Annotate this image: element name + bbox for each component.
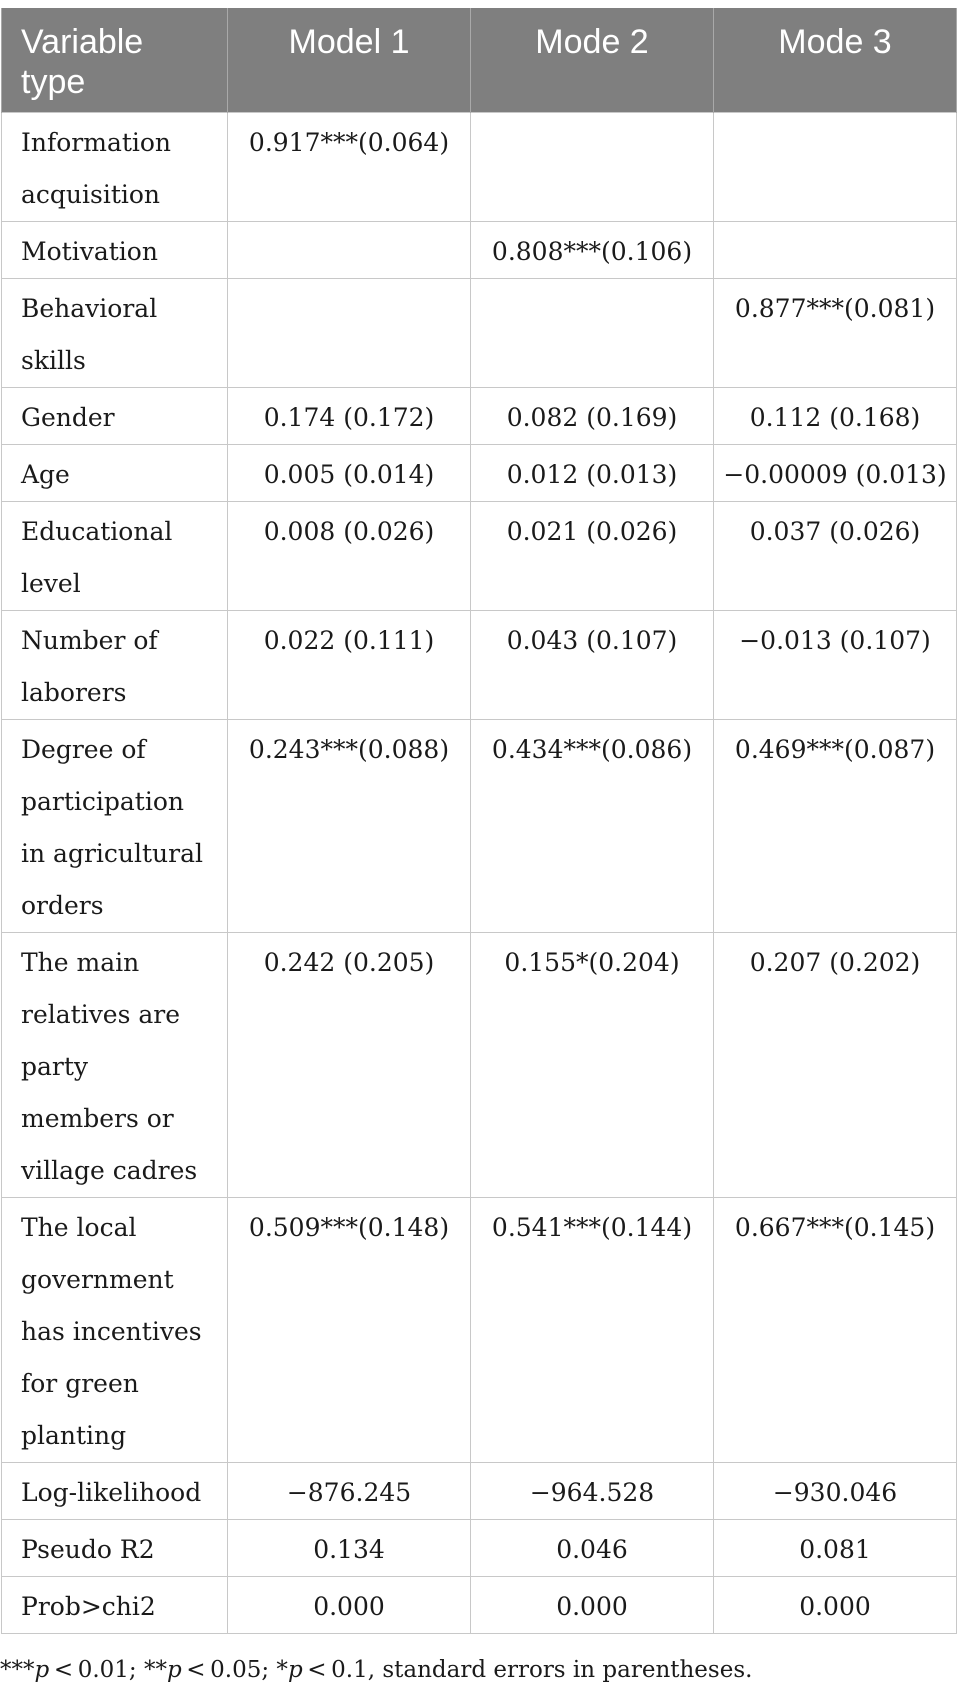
table-row (2, 502, 957, 611)
table-row (2, 1520, 957, 1577)
cell-model-2 (471, 113, 714, 222)
cell-model-1: −876.245 (228, 1463, 471, 1520)
cell-model-3 (714, 113, 957, 222)
row-label: Log-likelihood (2, 1463, 228, 1520)
cell-model-3: 0.081 (714, 1520, 957, 1577)
footnote-p-2: p (166, 1657, 182, 1683)
cell-model-3: 0.207 (0.202) (714, 933, 957, 1198)
row-label: Educational level (2, 502, 228, 611)
cell-model-1: 0.509***(0.148) (228, 1198, 471, 1463)
cell-model-1: 0.917***(0.064) (228, 113, 471, 222)
cell-model-2: −964.528 (471, 1463, 714, 1520)
footnote-text-1: < 0.01; ** (49, 1657, 167, 1683)
cell-model-2: 0.021 (0.026) (471, 502, 714, 611)
row-label: Gender (2, 388, 228, 445)
table-row (2, 1577, 957, 1634)
row-label: The main relatives are party members or village cadres (2, 933, 228, 1198)
table-header (2, 8, 957, 113)
table-row (2, 933, 957, 1198)
cell-model-1: 0.022 (0.111) (228, 611, 471, 720)
cell-model-3 (714, 222, 957, 279)
table-row (2, 388, 957, 445)
cell-model-3: −0.00009 (0.013) (714, 445, 957, 502)
cell-model-2: 0.155*(0.204) (471, 933, 714, 1198)
table-row (2, 113, 957, 222)
header-model-2: Mode 2 (471, 8, 714, 113)
cell-model-2: 0.012 (0.013) (471, 445, 714, 502)
cell-model-3: −930.046 (714, 1463, 957, 1520)
cell-model-1: 0.008 (0.026) (228, 502, 471, 611)
cell-model-2: 0.000 (471, 1577, 714, 1634)
row-label: Age (2, 445, 228, 502)
row-label: The local government has incentives for green planting (2, 1198, 228, 1463)
cell-model-2: 0.808***(0.106) (471, 222, 714, 279)
cell-model-1: 0.000 (228, 1577, 471, 1634)
header-variable-type: Variable type (2, 8, 228, 113)
cell-model-2 (471, 279, 714, 388)
cell-model-2: 0.541***(0.144) (471, 1198, 714, 1463)
table-body (2, 113, 957, 1634)
footnote-text-2: < 0.05; * (181, 1657, 288, 1683)
cell-model-3: 0.469***(0.087) (714, 720, 957, 933)
footnote-text-3: < 0.1, standard errors in parentheses. (302, 1657, 753, 1683)
cell-model-2: 0.043 (0.107) (471, 611, 714, 720)
cell-model-3: 0.037 (0.026) (714, 502, 957, 611)
footnote-p-3: p (287, 1657, 303, 1683)
header-row (2, 8, 957, 113)
footnote-p-1: p (34, 1657, 50, 1683)
cell-model-1: 0.005 (0.014) (228, 445, 471, 502)
row-label: Pseudo R2 (2, 1520, 228, 1577)
cell-model-1: 0.242 (0.205) (228, 933, 471, 1198)
row-label: Number of laborers (2, 611, 228, 720)
cell-model-1: 0.243***(0.088) (228, 720, 471, 933)
table-row (2, 1463, 957, 1520)
row-label: Motivation (2, 222, 228, 279)
table-row (2, 1198, 957, 1463)
table-footnote (0, 1654, 752, 1686)
cell-model-3: 0.000 (714, 1577, 957, 1634)
cell-model-1: 0.134 (228, 1520, 471, 1577)
table-row (2, 720, 957, 933)
cell-model-3: −0.013 (0.107) (714, 611, 957, 720)
cell-model-1: 0.174 (0.172) (228, 388, 471, 445)
cell-model-2: 0.434***(0.086) (471, 720, 714, 933)
cell-model-3: 0.877***(0.081) (714, 279, 957, 388)
cell-model-3: 0.667***(0.145) (714, 1198, 957, 1463)
row-label: Prob>chi2 (2, 1577, 228, 1634)
cell-model-3: 0.112 (0.168) (714, 388, 957, 445)
cell-model-2: 0.082 (0.169) (471, 388, 714, 445)
row-label: Behavioral skills (2, 279, 228, 388)
table-row (2, 279, 957, 388)
footnote-stars-1: *** (0, 1657, 35, 1683)
cell-model-1 (228, 222, 471, 279)
table-row (2, 611, 957, 720)
row-label: Information acquisition (2, 113, 228, 222)
table-row (2, 445, 957, 502)
cell-model-2: 0.046 (471, 1520, 714, 1577)
cell-model-1 (228, 279, 471, 388)
header-model-3: Mode 3 (714, 8, 957, 113)
regression-results-table (1, 8, 957, 1634)
header-model-1: Model 1 (228, 8, 471, 113)
table-row (2, 222, 957, 279)
row-label: Degree of participation in agricultural orders (2, 720, 228, 933)
